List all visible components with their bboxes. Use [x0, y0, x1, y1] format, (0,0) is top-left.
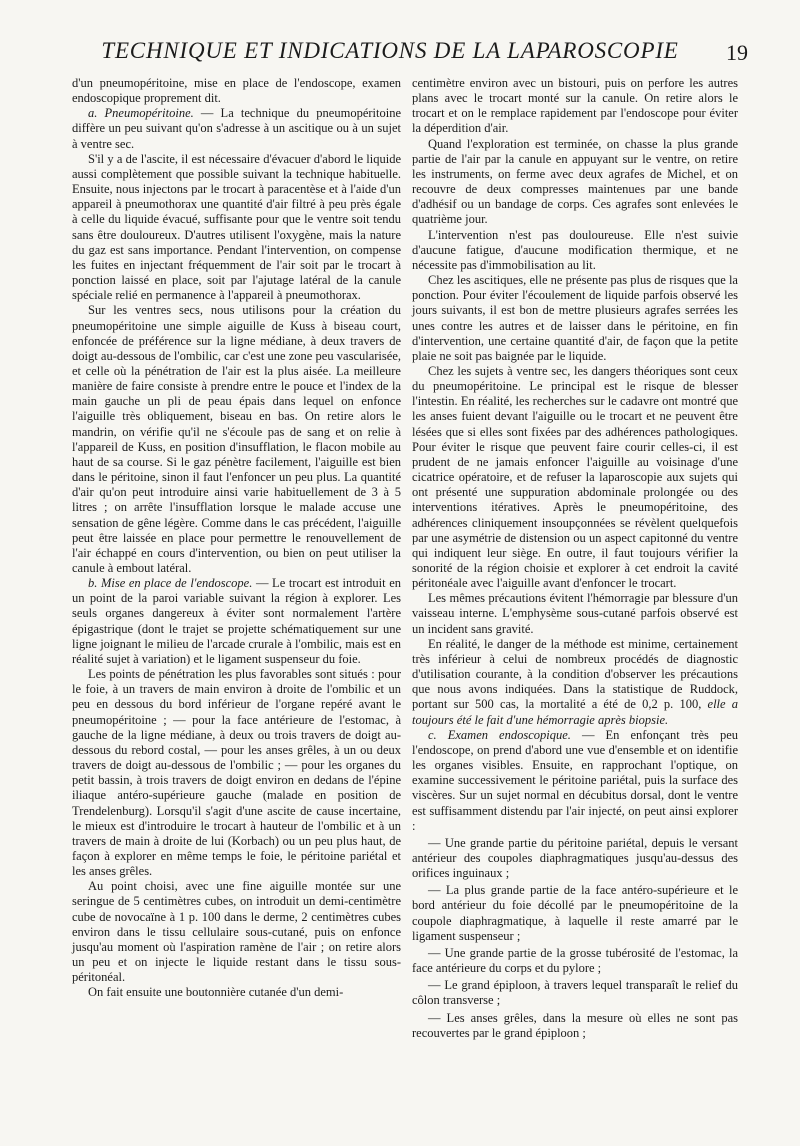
left-column — [72, 76, 401, 1001]
paragraph: Chez les sujets à ventre sec, les dangers théoriques sont ceux du pneumopéritoine. Le principal est le risque de blesser l'intestin. En réalité, les recherches sur le cadavre ont montré que les anses fuient devant l'aiguille ou le trocart et ne peuvent être lésées que si elles sont fixées par des adhérences pathologiques. Pour éviter le risque que peuvent faire courir celles-ci, il est prudent de ne jamais enfoncer l'aiguille au voisinage d'une cicatrice opératoire, et de refuser la laparoscopie aux sujets qui ont présenté une suppuration abdominale prolongée ou des interventions itératives. Après le pneumopéritoine, des adhérences cliniquement insoupçonnées se révèlent quelquefois par une asymétrie de distension ou un aspect capitonné du ventre qui indiquent leur siège. En outre, il faut toujours vérifier la sonorité de la région choisie et explorer à cet endroit la cavité péritonéale avec l'aiguille avant d'enfoncer le trocart. — [412, 363, 738, 591]
section-c-heading: c. Examen endoscopique. — [428, 727, 571, 742]
paragraph-text: — En enfonçant très peu l'endoscope, on prend d'abord une vue d'ensemble et on identifie les organes visibles. Ensuite, en rapprochant l'optique, on examine successivement le péritoine pariétal, puis la surface des viscères. Sur un sujet normal en décubitus dorsal, dont le ventre est suffisamment distendu par l'air injecté, on peut ainsi explorer : — [412, 727, 738, 833]
paragraph — [412, 637, 738, 728]
paragraph: S'il y a de l'ascite, il est nécessaire d'évacuer d'abord le liquide aussi complètement que possible suivant la technique habituelle. Ensuite, nous injectons par le trocart à paracentèse et à l'aide d'un appareil à pneumothorax une quantité d'air filtré à peu près égale à celle du liquide évacué, suffisante pour que le ventre soit tendu sans être douloureux. D'autres utilisent l'oxygène, mais la nature du gaz est sans importance. Pendant l'intervention, on compense les fuites en injectant fréquemment de l'air soit par le trocart à ponction laissé en place, soit par l'ajutage latéral de la canule spéciale relié en permanence à l'appareil à pneumothorax. — [72, 151, 401, 303]
paragraph-text: En réalité, le danger de la méthode est minime, certainement très inférieur à celui de nombreux procédés de diagnostic d'utilisation courante, à la condition d'observer les précautions que nous avons indiquées. Dans la statistique de Ruddock, portant sur 500 cas, la mortalité a été de 0,2 p. 100, — [412, 636, 738, 712]
emphasized-text: elle a toujours été le fait d'une hémorragie après biopsie. — [412, 697, 738, 727]
list-item: — Une grande partie de la grosse tubérosité de l'estomac, la face antérieure du corps et du pylore ; — [412, 945, 738, 976]
paragraph: Quand l'exploration est terminée, on chasse la plus grande partie de l'air par la canule en appuyant sur le ventre, on retire les instruments, on ferme avec deux agrafes de Michel, et on recouvre de deux compresses maintenues par une bande d'adhésif ou un bandage de corps. Ces agrafes sont enlevées le quatrième jour. — [412, 136, 738, 227]
list-item: — Les anses grêles, dans la mesure où elles ne sont pas recouvertes par le grand épiploon ; — [412, 1010, 738, 1040]
section-b-paragraph — [72, 576, 401, 667]
paragraph: Sur les ventres secs, nous utilisons pour la création du pneumopéritoine une simple aiguille de Kuss à biseau court, enfoncée de préférence sur la ligne médiane, à deux travers de doigt au-dessous de l'ombilic, car c'est une zone peu vascularisée, et celle où la pénétration de l'air est la plus aisée. La meilleure manière de faire consiste à prendre entre le pouce et l'index de la main gauche un pli de peau épais dans lequel on enfonce l'aiguille très obliquement, biseau en bas. On retire alors le mandrin, on vérifie qu'il ne s'écoule pas de sang et on relie à l'appareil de Kuss, en position d'insufflation, le flacon mobile au haut de sa course. Si le gaz pénètre facilement, l'aiguille est bien dans le péritoine, sinon il faut l'enfoncer un peu plus. La quantité d'air qu'on peut introduire ainsi varie habituellement de 3 à 5 litres ; on arrête l'insufflation lorsque le malade accuse une sensation de gêne légère. Comme dans le cas précédent, l'aiguille peut être laissée en place pour permettre le renouvellement de l'air échappé en cours d'intervention, ou bien on peut utiliser la canule à embout latéral. — [72, 303, 401, 575]
paragraph: centimètre environ avec un bistouri, puis on perfore les autres plans avec le trocart monté sur la canule. On retire alors le trocart et on le remplace rapidement par l'endoscope pour éviter la déperdition d'air. — [412, 76, 738, 136]
paragraph: L'intervention n'est pas douloureuse. Elle n'est suivie d'aucune fatigue, d'aucune modification thermique, et ne nécessite pas d'immobilisation au lit. — [412, 227, 738, 272]
page-header — [0, 38, 800, 78]
right-column — [412, 76, 738, 1041]
page-number: 19 — [726, 40, 748, 65]
paragraph: Les mêmes précautions évitent l'hémorragie par blessure d'un vaisseau interne. L'emphysème sous-cutané parfois observé est un incident sans gravité. — [412, 591, 738, 636]
section-a-heading: a. Pneumopéritoine. — [88, 106, 194, 121]
list-item: — La plus grande partie de la face antéro-supérieure et le bord antérieur du foie décollé par le pneumopéritoine de la coupole diaphragmatique, à laquelle il reste amarré par le ligament suspenseur ; — [412, 883, 738, 943]
paragraph-text: — Le trocart est introduit en un point de la paroi variable suivant la région à explorer. Les seuls organes dangereux à éviter sont normalement l'artère épigastrique (dont le trajet se projette schématiquement sur une ligne joignant le milieu de l'arcade crurale à l'ombilic, mais est en réalité sujet à variation) et le ligament suspenseur du foie. — [72, 576, 401, 666]
section-a-paragraph — [72, 106, 401, 151]
paragraph: Les points de pénétration les plus favorables sont situés : pour le foie, à un travers de main environ à droite de l'ombilic et un peu en dessous du bord inférieur de l'organe repéré avant le pneumopéritoine ; — pour la face antérieure de l'estomac, à gauche de la ligne médiane, à deux ou trois travers de doigt au-dessous du rebord costal, — pour les anses grêles, à un ou deux travers de doigt au-dessous de l'ombilic ; — pour les organes du petit bassin, à trois travers de doigt environ en dedans de l'épine iliaque antéro-supérieure gauche (malade en position de Trendelenburg). Lorsqu'il s'agit d'une ascite de cause incertaine, le mieux est d'introduire le trocart à hauteur de l'ombilic et à un travers de main à droite de lui (Korbach) ou un peu plus haut, de façon à explorer en même temps le foie, le péritoine pariétal et les anses grêles. — [72, 667, 401, 879]
list-item: — Une grande partie du péritoine pariétal, depuis le versant antérieur des coupoles diaphragmatiques jusqu'au-dessus des orifices inguinaux ; — [412, 835, 738, 881]
paragraph: On fait ensuite une boutonnière cutanée d'un demi- — [88, 985, 344, 1000]
paragraph: Au point choisi, avec une fine aiguille montée sur une seringue de 5 centimètres cubes, on introduit un demi-centimètre cube de novocaïne à 1 p. 100 dans le derme, 2 centimètres cubes environ dans le tissu cellulaire sous-cutané, puis on enfonce jusqu'au moment où l'aspiration ramène de l'air ; on retire alors un peu et on injecte le liquide restant dans le tissu sous-péritonéal. — [72, 879, 401, 985]
list-item: — Le grand épiploon, à travers lequel transparaît le relief du côlon transverse ; — [412, 978, 738, 1008]
paragraph: Chez les ascitiques, elle ne présente pas plus de risques que la ponction. Pour éviter l'écoulement de liquide parfois observé les jours suivants, il est bon de mettre plusieurs agrafes serrées les unes contre les autres et de laisser dans le péritoine, en fin d'intervention, une certaine quantité d'air, de façon que la petite plaie ne soit pas baignée par le liquide. — [412, 273, 738, 363]
section-c-paragraph — [412, 728, 738, 834]
section-b-heading: b. Mise en place de l'endoscope. — [88, 576, 253, 591]
running-title: TECHNIQUE ET INDICATIONS DE LA LAPAROSCOPIE — [101, 38, 679, 63]
paragraph: d'un pneumopéritoine, mise en place de l'endoscope, examen endoscopique proprement dit. — [72, 76, 401, 106]
paragraph-text: — La technique du pneumopéritoine diffère un peu suivant qu'on s'adresse à un ascitique ou à un sujet à ventre sec. — [72, 106, 401, 151]
